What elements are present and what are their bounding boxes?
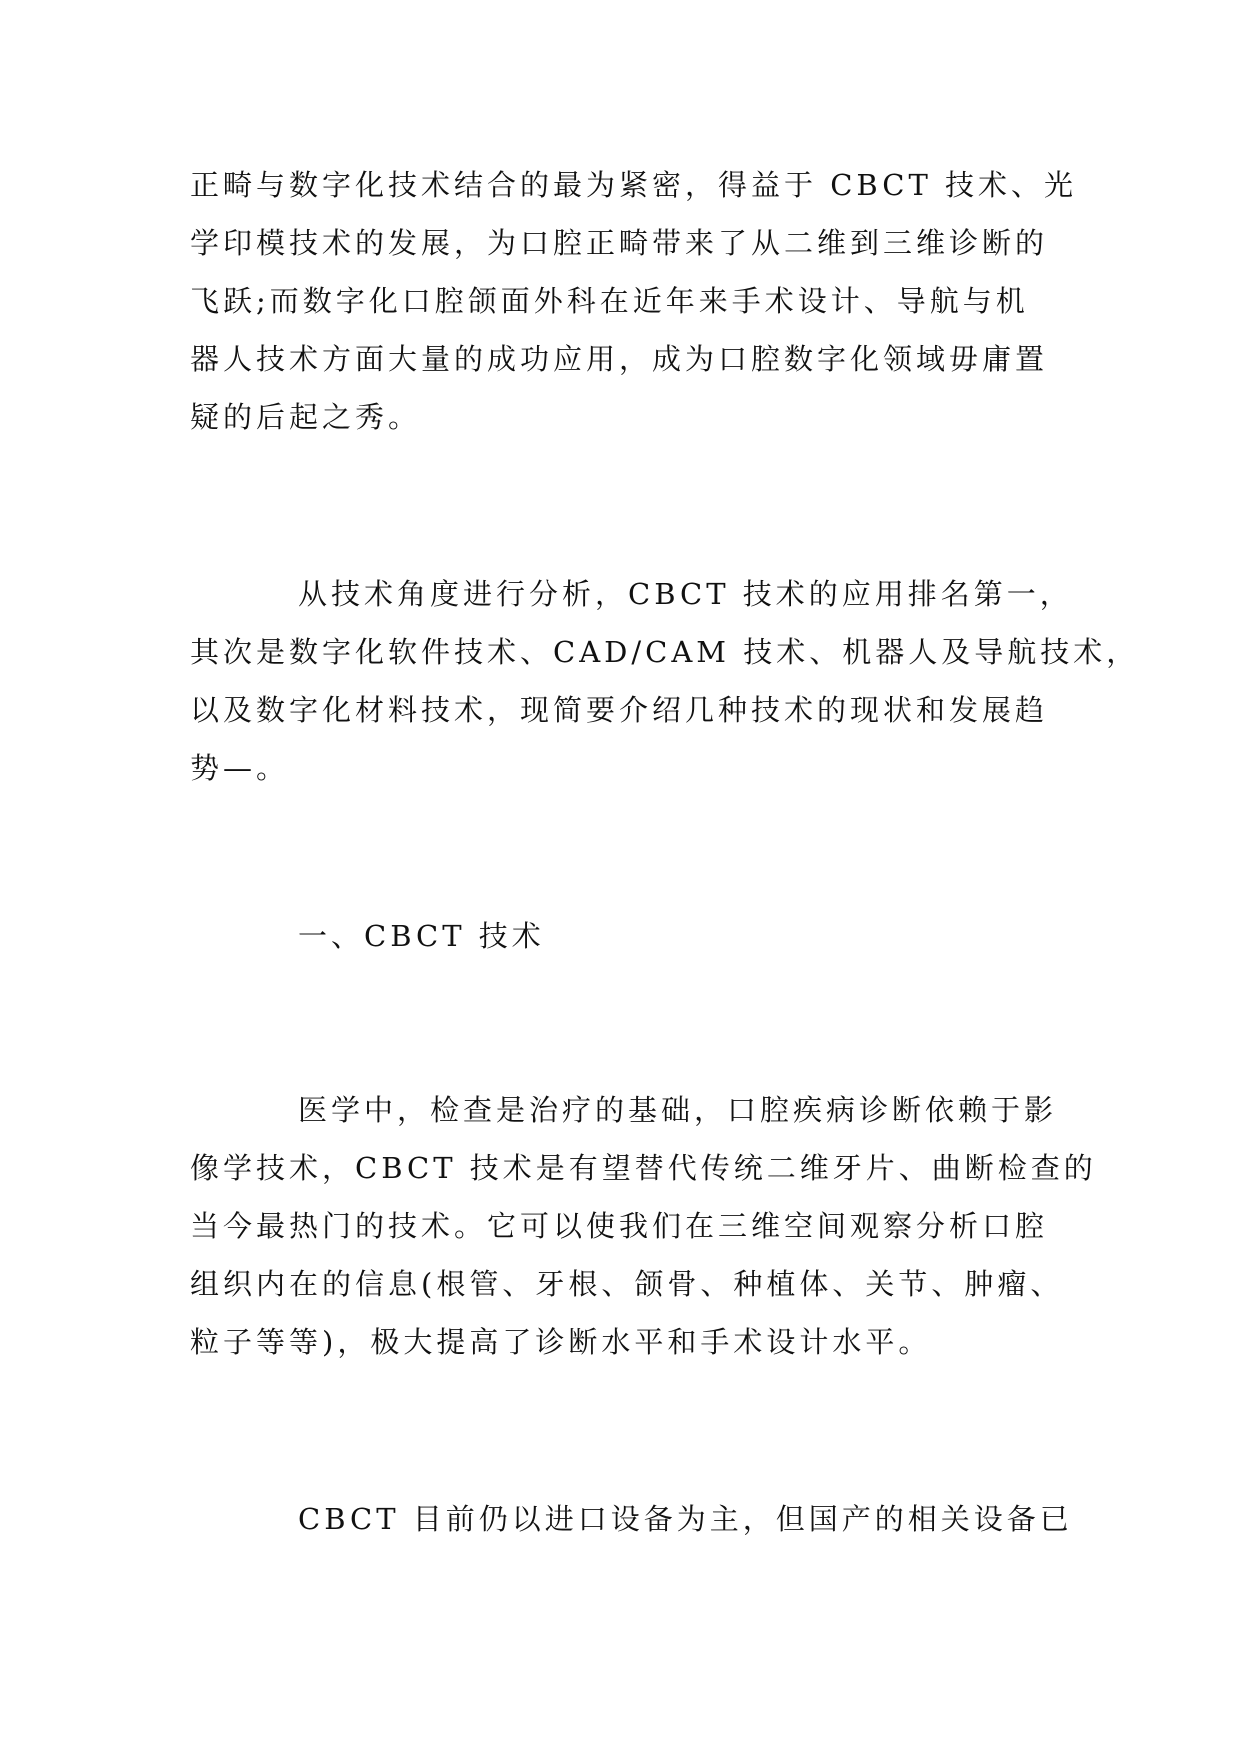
text-line: 疑的后起之秀。 [190, 400, 422, 434]
text-line: 其次是数字化软件技术、CAD/CAM 技术、机器人及导航技术， [190, 635, 1140, 669]
text-line: 以及数字化材料技术，现简要介绍几种技术的现状和发展趋 [190, 693, 1049, 727]
text-line: 飞跃;而数字化口腔颌面外科在近年来手术设计、导航与机 [190, 284, 1029, 318]
paragraph-technology-analysis [190, 565, 1140, 797]
text-line: 从技术角度进行分析，CBCT 技术的应用排名第一， [298, 577, 1073, 611]
section-heading-cbct [190, 907, 1050, 965]
paragraph-orthodontics [190, 156, 1078, 446]
text-line: 组织内在的信息(根管、牙根、颌骨、种植体、关节、肿瘤、 [190, 1267, 1064, 1301]
paragraph-cbct-equipment [190, 1490, 1073, 1548]
text-line: 粒子等等)，极大提高了诊断水平和手术设计水平。 [190, 1325, 932, 1359]
heading-line: 一、CBCT 技术 [298, 919, 545, 953]
text-line: 像学技术，CBCT 技术是有望替代传统二维牙片、曲断检查的 [190, 1151, 1097, 1185]
text-line: 器人技术方面大量的成功应用，成为口腔数字化领域毋庸置 [190, 342, 1049, 376]
paragraph-cbct-diagnosis [190, 1081, 1097, 1371]
text-line: 当今最热门的技术。它可以使我们在三维空间观察分析口腔 [190, 1209, 1049, 1243]
text-line: 势—。 [190, 751, 290, 785]
text-line: 学印模技术的发展，为口腔正畸带来了从二维到三维诊断的 [190, 226, 1049, 260]
text-line: CBCT 目前仍以进口设备为主，但国产的相关设备已 [298, 1502, 1073, 1536]
text-line: 正畸与数字化技术结合的最为紧密，得益于 CBCT 技术、光 [190, 168, 1078, 202]
text-line: 医学中，检查是治疗的基础，口腔疾病诊断依赖于影 [298, 1093, 1058, 1127]
